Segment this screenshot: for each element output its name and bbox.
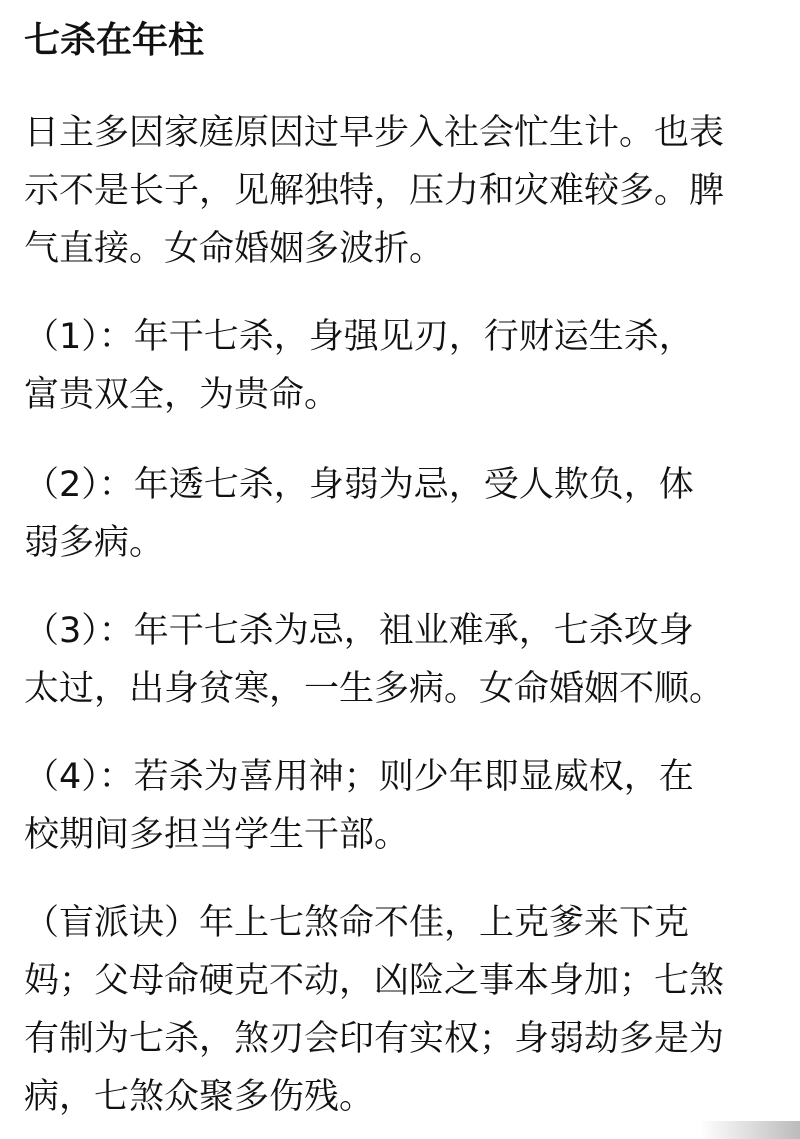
item-5-line-1: （盲派诀）年上七煞命不佳，上克爹来下克 xyxy=(24,903,690,943)
item-5-line-3: 有制为七杀，煞刃会印有实权；身弱劫多是为 xyxy=(24,1019,725,1059)
page-corner-shadow xyxy=(700,1121,800,1139)
article-title: 七杀在年柱 xyxy=(24,20,205,61)
item-5-line-4: 病，七煞众聚多伤残。 xyxy=(24,1077,375,1117)
intro-line-2: 示不是长子，见解独特，压力和灾难较多。脾 xyxy=(24,171,725,211)
item-2-line-1: （2）：年透七杀，身弱为忌，受人欺负，体 xyxy=(24,465,694,505)
item-3-line-1: （3）：年干七杀为忌，祖业难承，七杀攻身 xyxy=(24,611,694,651)
item-2-line-2: 弱多病。 xyxy=(24,523,165,563)
item-3-line-2: 太过，出身贫寒，一生多病。女命婚姻不顺。 xyxy=(24,669,725,709)
intro-line-1: 日主多因家庭原因过早步入社会忙生计。也表 xyxy=(24,113,725,153)
intro-line-3: 气直接。女命婚姻多波折。 xyxy=(24,229,445,269)
item-4-line-2: 校期间多担当学生干部。 xyxy=(24,815,410,855)
item-1-line-2: 富贵双全，为贵命。 xyxy=(24,375,340,415)
item-1-line-1: （1）：年干七杀，身强见刃，行财运生杀， xyxy=(24,317,694,357)
item-5-line-2: 妈；父母命硬克不动，凶险之事本身加；七煞 xyxy=(24,961,725,1001)
item-4-line-1: （4）：若杀为喜用神；则少年即显威权，在 xyxy=(24,757,694,797)
